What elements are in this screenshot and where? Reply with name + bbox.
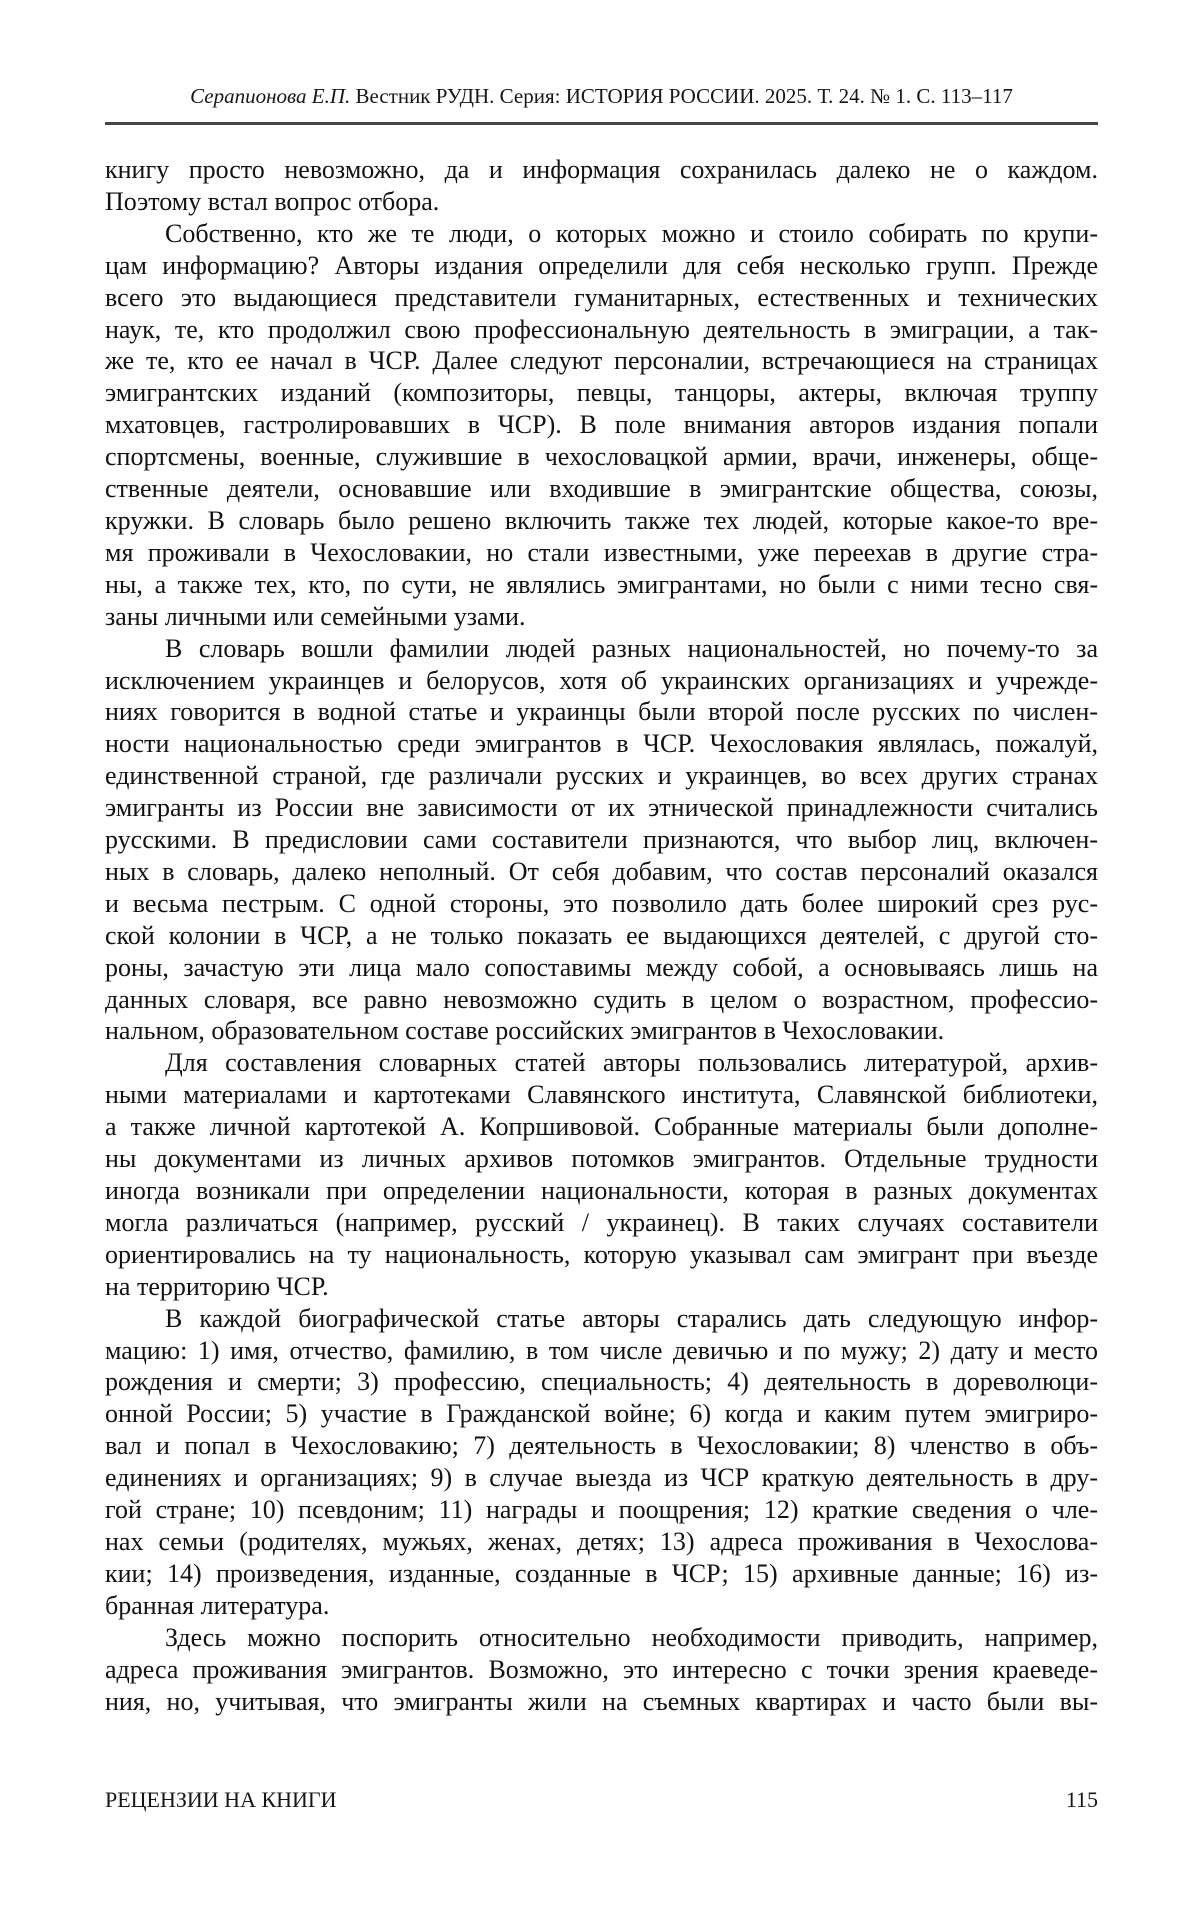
text-line: мя проживали в Чехословакии, но стали известными, уже переехав в другие стра- — [105, 537, 1098, 567]
text-line: данных словаря, все равно невозможно судить в целом о возрастном, профессио- — [105, 984, 1098, 1014]
text-line: адреса проживания эмигрантов. Возможно, это интересно с точки зрения краеведе- — [105, 1654, 1098, 1684]
text-line: мацию: 1) имя, отчество, фамилию, в том числе девичью и по мужу; 2) дату и место — [105, 1335, 1098, 1365]
text-line: гой стране; 10) псевдоним; 11) награды и поощрения; 12) краткие сведения о чле- — [105, 1495, 1098, 1525]
text-line: ных в словарь, далеко неполный. От себя добавим, что состав персоналий оказался — [105, 856, 1098, 886]
text-line: заны личными или семейными узами. — [105, 601, 526, 631]
text-line: цам информацию? Авторы издания определили для себя несколько групп. Прежде — [105, 250, 1098, 280]
text-line: могла различаться (например, русский / украинец). В таких случаях составители — [105, 1207, 1098, 1237]
text-line: Собственно, кто же те люди, о которых можно и стоило собирать по крупи- — [165, 218, 1098, 248]
text-line: единственной страной, где различали русских и украинцев, во всех других странах — [105, 761, 1098, 791]
text-line: рождения и смерти; 3) профессию, специальность; 4) деятельность в дореволюци- — [105, 1367, 1098, 1397]
text-line: на территорию ЧСР. — [105, 1271, 329, 1301]
text-line: кии; 14) произведения, изданные, созданные в ЧСР; 15) архивные данные; 16) из- — [105, 1558, 1098, 1588]
text-line: ориентировались на ту национальность, которую указывал сам эмигрант при въезде — [105, 1239, 1098, 1269]
footer-section-title: РЕЦЕНЗИИ НА КНИГИ — [105, 1787, 337, 1812]
text-line: ния, но, учитывая, что эмигранты жили на съемных квартирах и часто были вы- — [105, 1686, 1098, 1716]
text-line: ственные деятели, основавшие или входившие в эмигрантские общества, союзы, — [105, 474, 1098, 504]
text-line: нах семьи (родителях, мужьях, женах, детях; 13) адреса проживания в Чехослова- — [105, 1526, 1098, 1556]
text-line: эмигрантских изданий (композиторы, певцы, танцоры, актеры, включая труппу — [105, 378, 1098, 408]
text-line: ны документами из личных архивов потомков эмигрантов. Отдельные трудности — [105, 1144, 1098, 1174]
text-line: ской колонии в ЧСР, а не только показать ее выдающихся деятелей, с другой сто- — [105, 920, 1098, 950]
text-line: кружки. В словарь было решено включить также тех людей, которые какое-то вре- — [105, 505, 1098, 535]
text-line: Поэтому встал вопрос отбора. — [105, 186, 440, 216]
text-line: Здесь можно поспорить относительно необходимости приводить, например, — [165, 1622, 1098, 1652]
running-head-citation: Вестник РУДН. Серия: ИСТОРИЯ РОССИИ. 2025. Т. 24. № 1. С. 113–117 — [355, 84, 1013, 108]
footer-page-number: 115 — [1065, 1787, 1098, 1812]
text-line: ности национальностью среди эмигрантов в ЧСР. Чехословакия являлась, пожалуй, — [105, 729, 1098, 759]
text-line: Для составления словарных статей авторы пользовались литературой, архив- — [165, 1048, 1098, 1078]
text-line: роны, зачастую эти лица мало сопоставимы между собой, а основываясь лишь на — [105, 952, 1098, 982]
text-line: ными материалами и картотеками Славянского института, Славянской библиотеки, — [105, 1080, 1098, 1110]
text-line: В словарь вошли фамилии людей разных национальностей, но почему-то за — [165, 633, 1098, 663]
text-line: единениях и организациях; 9) в случае выезда из ЧСР краткую деятельность в дру- — [105, 1463, 1098, 1493]
text-line: же те, кто ее начал в ЧСР. Далее следуют персоналии, встречающиеся на страницах — [105, 346, 1098, 376]
text-line: и весьма пестрым. С одной стороны, это позволило дать более широкий срез рус- — [105, 888, 1098, 918]
text-line: всего это выдающиеся представители гуманитарных, естественных и технических — [105, 282, 1098, 312]
text-line: спортсмены, военные, служившие в чехословацкой армии, врачи, инженеры, обще- — [105, 442, 1098, 472]
text-line: В каждой биографической статье авторы старались дать следующую инфор- — [165, 1303, 1098, 1333]
text-line: бранная литература. — [105, 1590, 330, 1620]
header-rule — [105, 122, 1098, 125]
text-line: наук, те, кто продолжил свою профессиональную деятельность в эмиграции, а так- — [105, 314, 1098, 344]
text-line: нальном, образовательном составе российских эмигрантов в Чехословакии. — [105, 1016, 945, 1046]
body-text — [105, 154, 1098, 1717]
text-line: исключением украинцев и белорусов, хотя об украинских организациях и учрежде- — [105, 665, 1098, 695]
text-line: вал и попал в Чехословакию; 7) деятельность в Чехословакии; 8) членство в объ- — [105, 1431, 1098, 1461]
running-head-author: Серапионова Е.П. — [190, 84, 351, 108]
page-content — [105, 84, 1098, 1717]
page-footer — [105, 1787, 1098, 1813]
text-line: мхатовцев, гастролировавших в ЧСР). В поле внимания авторов издания попали — [105, 410, 1098, 440]
text-line: книгу просто невозможно, да и информация сохранилась далеко не о каждом. — [105, 155, 1098, 184]
text-line: иногда возникали при определении национальности, которая в разных документах — [105, 1176, 1098, 1205]
text-line: эмигранты из России вне зависимости от их этнической принадлежности считались — [105, 793, 1098, 823]
text-line: ниях говорится в водной статье и украинцы были второй после русских по числен- — [105, 697, 1098, 727]
text-line: онной России; 5) участие в Гражданской войне; 6) когда и каким путем эмигриро- — [105, 1399, 1098, 1429]
text-line: русскими. В предисловии сами составители признаются, что выбор лиц, включен- — [105, 825, 1098, 855]
running-head — [105, 84, 1098, 108]
text-line: а также личной картотекой А. Копршивовой. Собранные материалы были дополне- — [105, 1112, 1098, 1142]
text-line: ны, а также тех, кто, по сути, не являлись эмигрантами, но были с ними тесно свя- — [105, 569, 1098, 599]
